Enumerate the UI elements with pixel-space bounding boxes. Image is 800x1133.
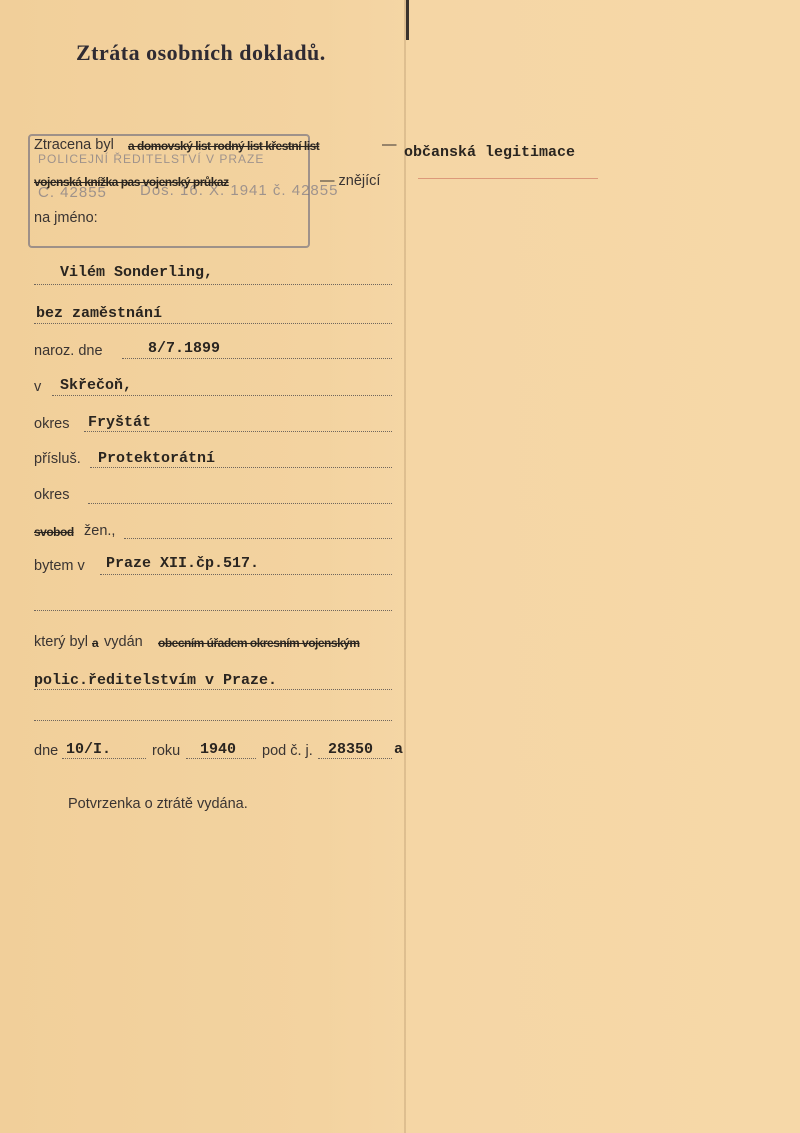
date-day-label: dne [34,743,59,759]
date-day-value: 10/I. [66,741,112,758]
issuer-line [34,689,392,690]
lost-doc-options-struck: a domovský list rodný list křestní list [128,139,320,153]
date-day-line [62,758,146,759]
name-label: na jméno: [34,210,98,226]
document-title: Ztráta osobních dokladů. [76,40,326,65]
issued-to-suffix: — znějící [320,173,381,189]
blank-line-1 [34,610,392,611]
marital-line [124,538,392,539]
stamp-line-1: POLICEJNÍ ŘEDITELSTVÍ V PRAZE [38,152,265,166]
military-options-struck: vojenská knížka pas vojenský průkaz [34,175,229,189]
ref-suffix: a [394,741,404,758]
lost-document-type: občanská legitimace [404,144,576,161]
red-underline [418,178,598,179]
paper-clip-mark [406,0,409,40]
issuer-options-struck: obecním úřadem okresním vojenským [158,636,360,650]
issued-label: vydán [104,634,143,650]
district-value: Fryštát [88,414,152,431]
district-label: okres [34,416,70,432]
blank-line-2 [34,720,392,721]
birthplace-line [52,395,392,396]
birth-date-value: 8/7.1899 [148,340,221,357]
birthplace-value: Skřečoň, [60,377,133,394]
lost-prefix: Ztracena byl [34,137,114,153]
district2-label: okres [34,487,70,503]
occupation: bez zaměstnání [36,305,163,322]
domicile-label: přísluš. [34,451,81,467]
holder-name: Vilém Sonderling, [60,264,214,281]
date-year-line [186,758,256,759]
birth-date-label: naroz. dne [34,343,103,359]
receipt-note: Potvrzenka o ztrátě vydána. [68,796,248,812]
date-year-value: 1940 [200,741,237,758]
residence-value: Praze XII.čp.517. [106,555,260,572]
residence-line [100,574,392,575]
marital-struck: svobod [34,525,74,539]
issued-prefix: který byl [34,634,88,650]
stamp-line-2: Doš. 16. X. 1941 č. 42855 [140,182,339,199]
district2-line [88,503,392,504]
ref-value: 28350 [328,741,374,758]
domicile-value: Protektorátní [98,450,216,467]
stamp-line-3: Č. 42855 [38,184,107,201]
date-year-label: roku [152,743,181,759]
birth-date-line [122,358,392,359]
birthplace-label: v [34,379,42,395]
district-line [84,431,392,432]
ref-line [318,758,392,759]
lost-dash: — [382,137,397,153]
page-fold [404,0,406,1133]
issuing-authority: polic.ředitelstvím v Praze. [34,672,278,689]
ref-label: pod č. j. [262,743,313,759]
name-line [34,284,392,285]
residence-label: bytem v [34,558,85,574]
issued-struck-a: a [92,636,99,650]
occupation-line [34,323,392,324]
marital-label: žen., [84,523,116,539]
domicile-line [90,467,392,468]
